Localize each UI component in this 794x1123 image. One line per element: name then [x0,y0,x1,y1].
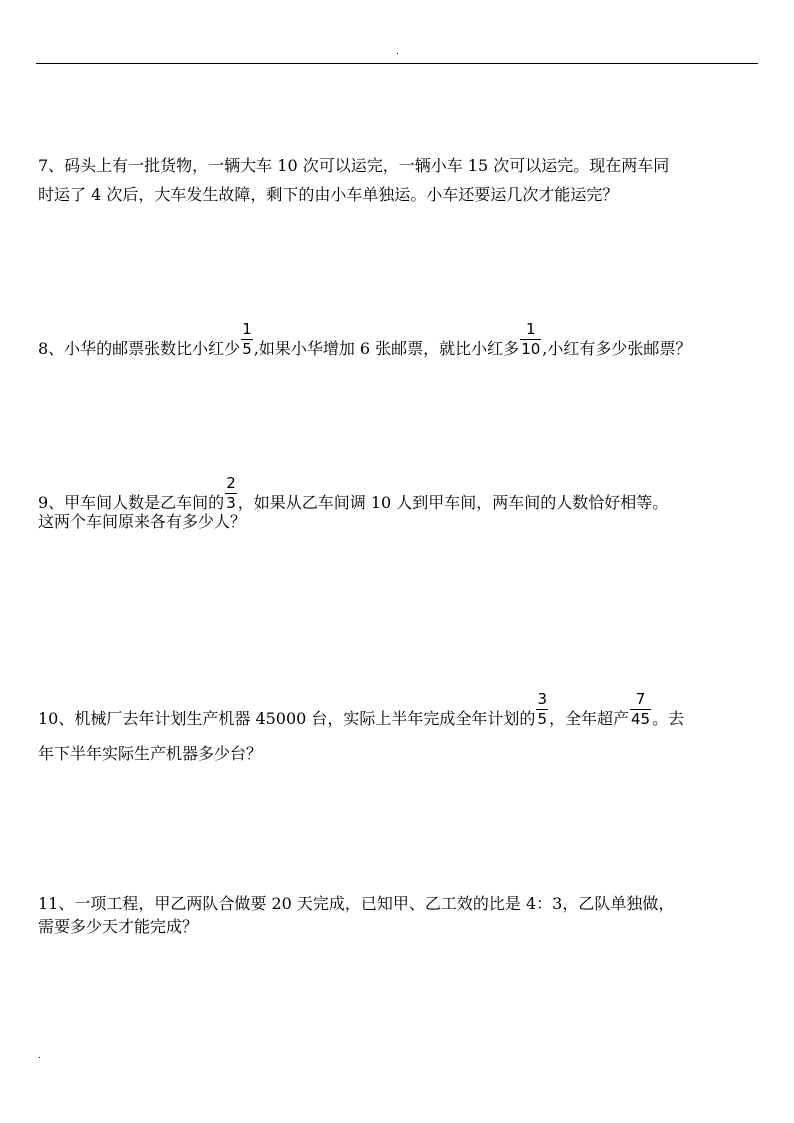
fraction-one-tenth: $\frac{1}{10}$ [521,320,541,358]
question-11-line-2: 需要多少天才能完成？ [38,917,199,936]
fraction-three-fifths: $\frac{3}{5}$ [537,690,547,728]
question-8 [38,322,768,357]
question-10-line-2: 年下半年实际生产机器多少台？ [38,744,263,763]
question-9-line-1 [38,476,768,511]
question-7-line-2: 时运了 4 次后，大车发生故障，剩下的由小车单独运。小车还要运几次才能运完？ [38,185,619,204]
header-rule [36,63,758,64]
question-9-line-2: 这两个车间原来各有多少人？ [38,512,247,531]
question-10-text-3: 。去 [652,709,685,728]
question-9-text-1: 9、甲车间人数是乙车间的 [38,493,225,512]
question-8-text-2: ,如果小华增加 6 张邮票，就比小红多 [253,339,520,358]
fraction-one-fifth: $\frac{1}{5}$ [242,320,252,358]
question-10-text-2: ，全年超产 [548,709,629,728]
question-10-text-1: 10、机械厂去年计划生产机器 45000 台，实际上半年完成全年计划的 [38,709,536,728]
fraction-seven-fortyfifths: $\frac{7}{45}$ [631,690,651,728]
footer-dot: . [38,1051,41,1061]
fraction-two-thirds: $\frac{2}{3}$ [226,474,236,512]
question-8-text-1: 8、小华的邮票张数比小红少 [38,339,241,358]
question-8-text-3: ,小红有多少张邮票？ [542,339,692,358]
question-10-line-1 [38,692,768,727]
question-11-line-1: 11、一项工程，甲乙两队合做要 20 天完成，已知甲、乙工效的比是 4：3，乙队单独做， [38,894,675,913]
header-dot: . [396,47,399,57]
question-7-line-1: 7、码头上有一批货物，一辆大车 10 次可以运完，一辆小车 15 次可以运完。现在两车同 [38,156,670,175]
question-9-text-2: ，如果从乙车间调 10 人到甲车间，两车间的人数恰好相等。 [237,493,669,512]
